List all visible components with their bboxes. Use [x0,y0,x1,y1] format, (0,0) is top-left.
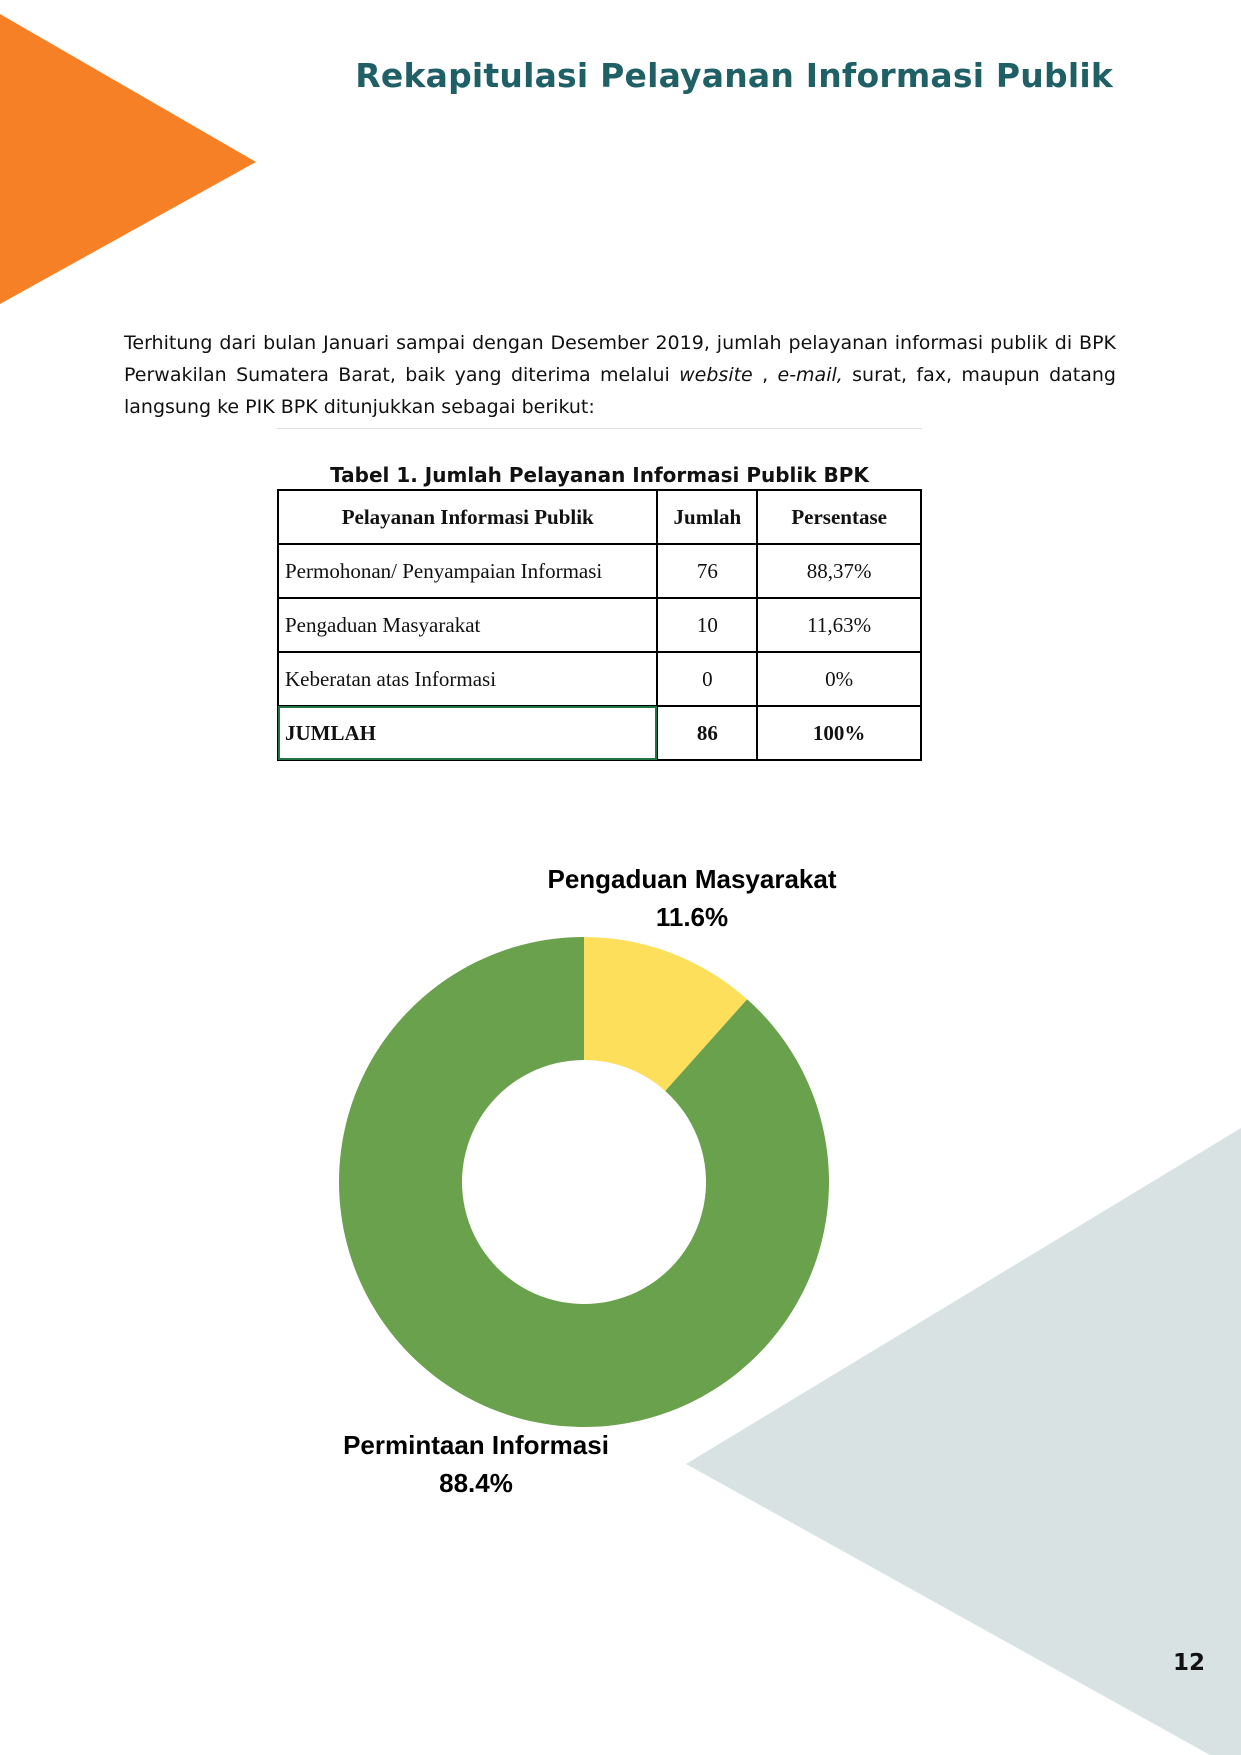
row-count: 0 [657,652,757,706]
table-caption: Tabel 1. Jumlah Pelayanan Informasi Publik BPK [277,428,922,489]
row-count: 76 [657,544,757,598]
intro-email: e-mail, [777,364,843,386]
total-percent: 100% [757,706,921,760]
slice-value-label: 88.4% [439,1468,513,1498]
slice-value-label: 11.6% [655,902,729,932]
page-number: 12 [1172,1650,1205,1676]
intro-separator: , [752,364,778,386]
row-percent: 0% [757,652,921,706]
row-service: Keberatan atas Informasi [278,652,657,706]
header-service: Pelayanan Informasi Publik [278,490,657,544]
row-service: Permohonan/ Penyampaian Informasi [278,544,657,598]
donut-slice-permintaan-informasi [339,937,829,1427]
total-count: 86 [657,706,757,760]
slice-label: Permintaan Informasi [343,1430,609,1460]
intro-website: website [679,364,753,386]
row-percent: 88,37% [757,544,921,598]
page-title: Rekapitulasi Pelayanan Informasi Publik [355,56,1113,95]
slice-label: Pengaduan Masyarakat [547,864,837,894]
total-label: JUMLAH [278,706,657,760]
intro-text-end: surat, fax, maupun datang langsung ke PIK BPK ditunjukkan sebagai berikut: [124,364,1116,418]
intro-text-start: Terhitung dari bulan Januari sampai dengan Desember 2019, jumlah pelayanan informasi publik di BPK Perwakilan Sumatera Barat, baik yang diterima melalui [124,332,1116,386]
row-percent: 11,63% [757,598,921,652]
header-count: Jumlah [657,490,757,544]
row-count: 10 [657,598,757,652]
header-percent: Persentase [757,490,921,544]
row-service: Pengaduan Masyarakat [278,598,657,652]
